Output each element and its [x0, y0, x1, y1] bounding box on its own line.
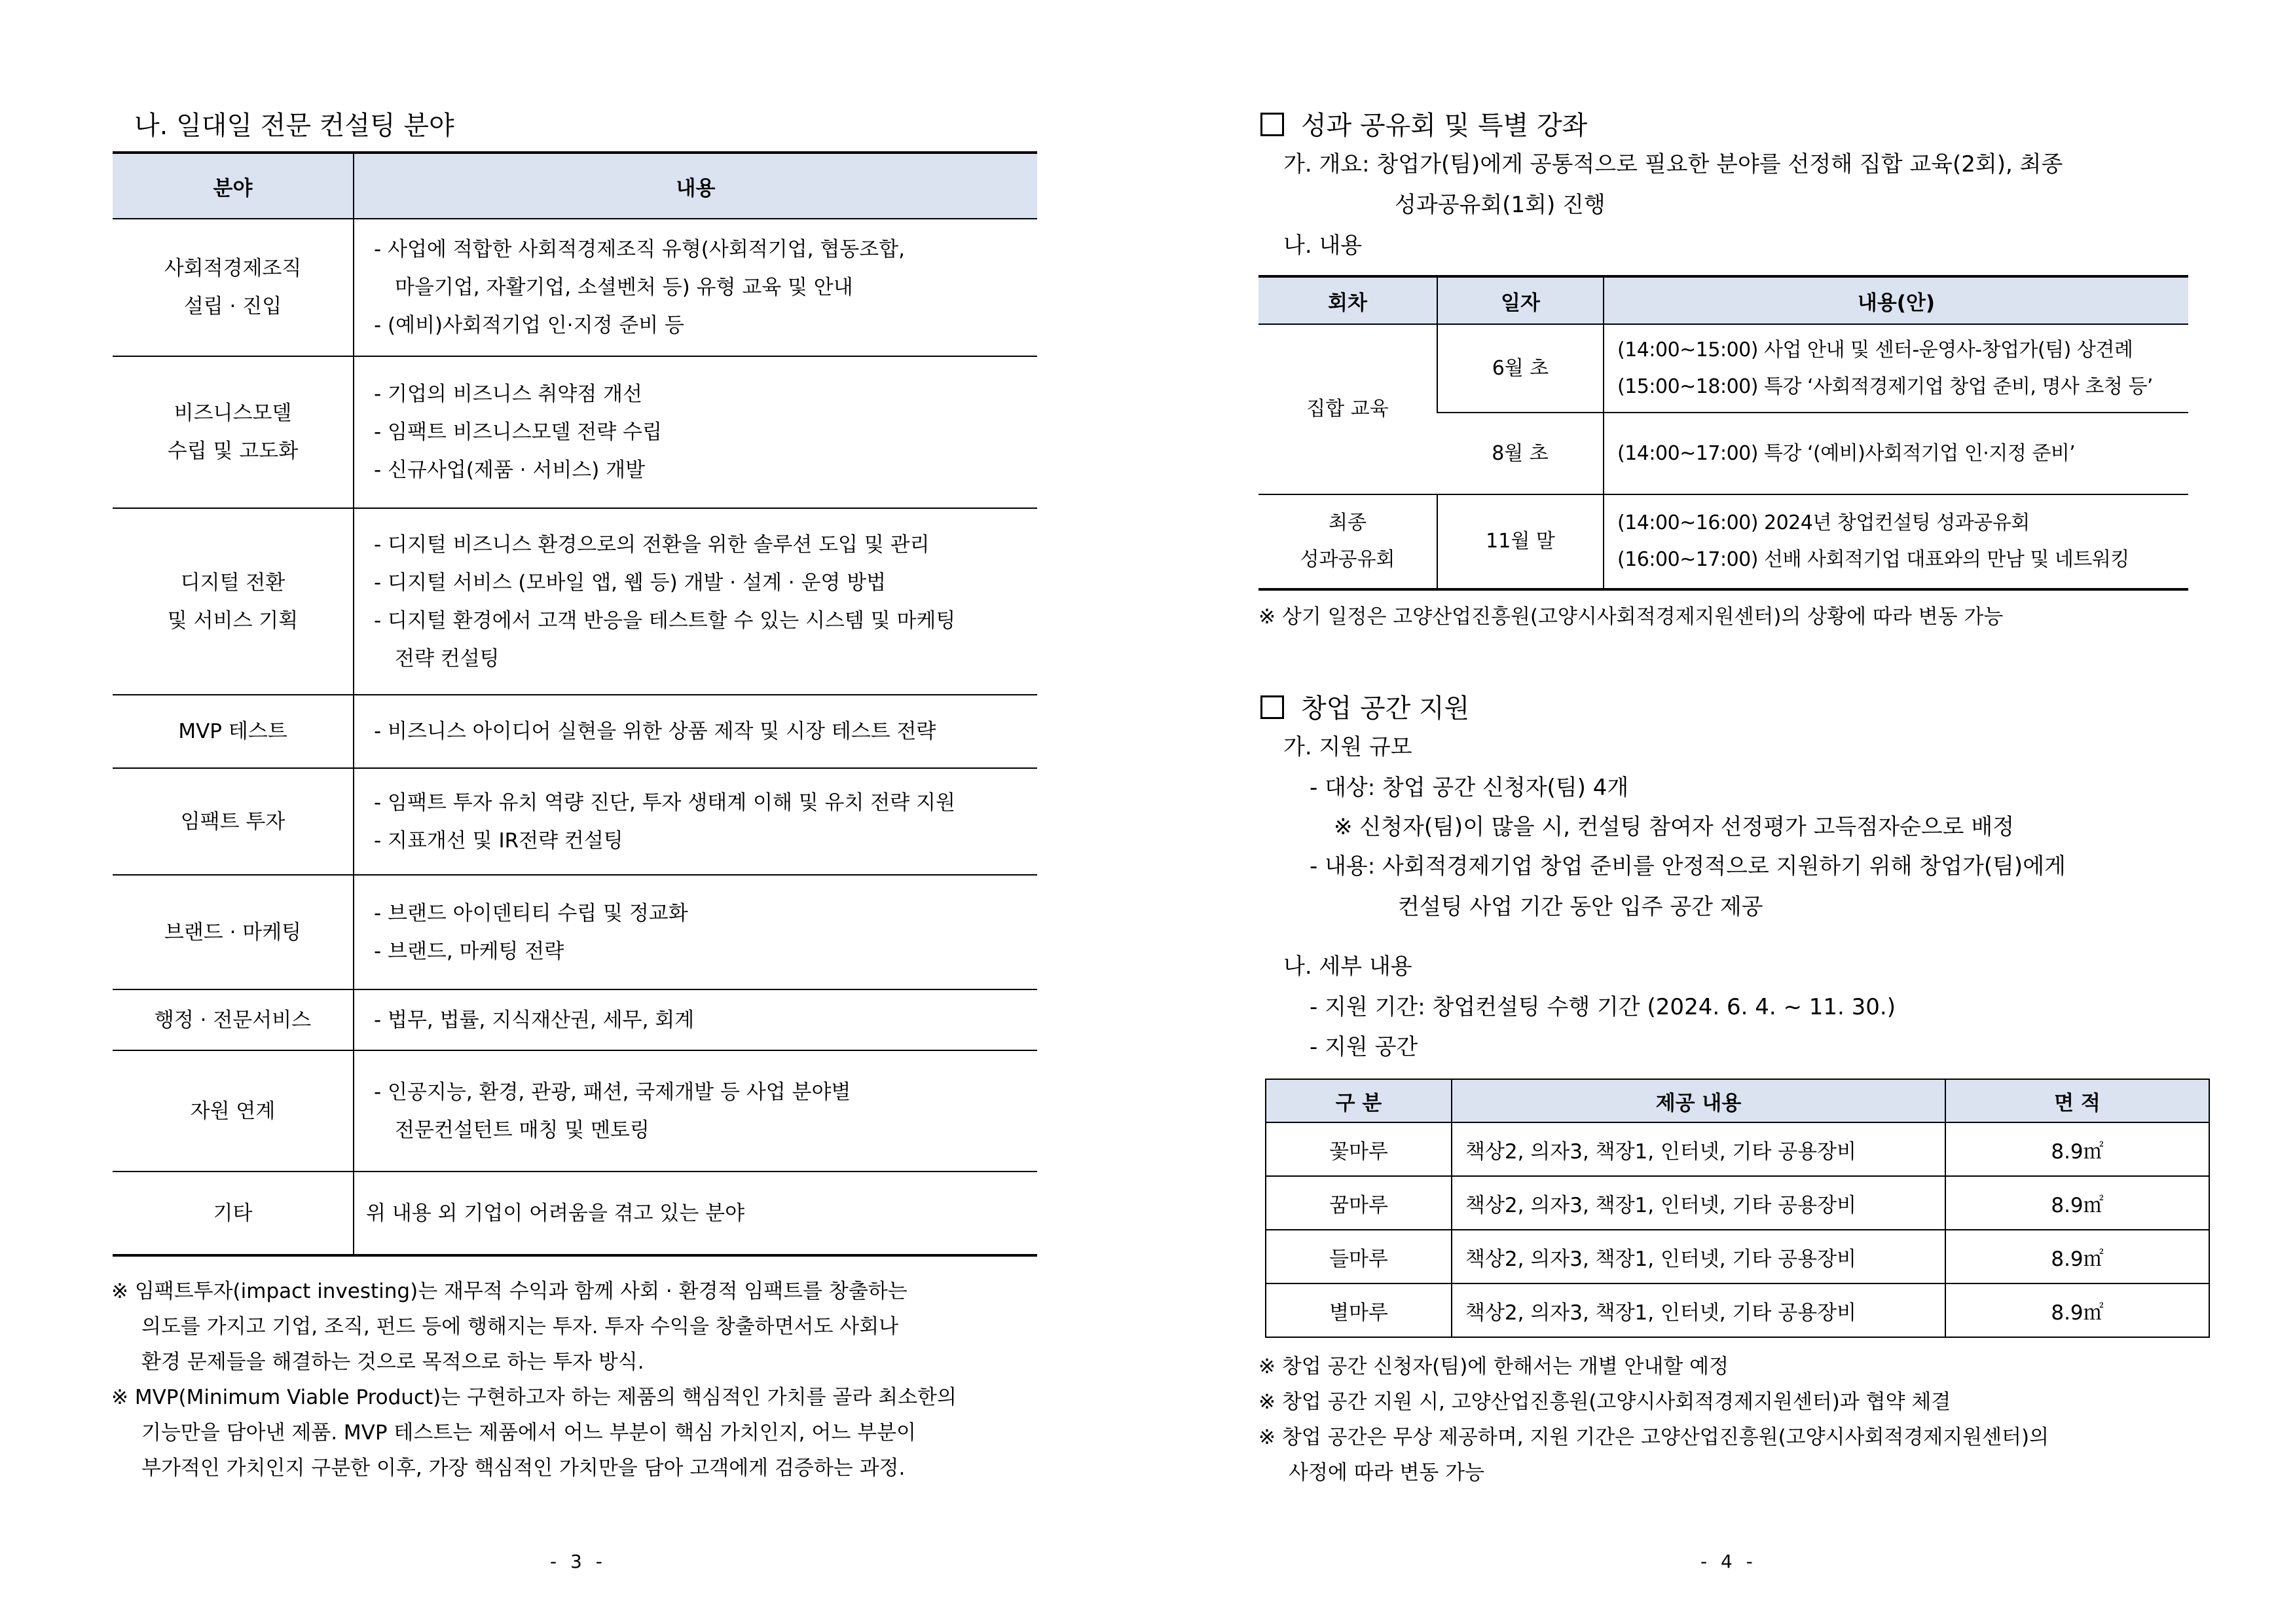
space-name: 꽃마루	[1266, 1122, 1452, 1176]
plan-line: (14:00~15:00) 사업 안내 및 센터-운영사-창업가(팀) 상견례	[1617, 338, 2133, 361]
plan-line: (15:00~18:00) 특강 ‘사회적경제기업 창업 준비, 명사 초청 등’	[1617, 375, 2153, 398]
space-area: 8.9㎡	[1945, 1230, 2209, 1283]
note-line: 부가적인 가치인지 구분한 이후, 가장 핵심적인 가치만을 담아 고객에게 검증하는 과정.	[141, 1456, 906, 1480]
support-space-label: - 지원 공간	[1310, 1034, 1418, 1060]
content-line: - 브랜드 아이덴티티 수립 및 정교화	[374, 901, 688, 925]
content-line: 전략 컨설팅	[395, 646, 500, 671]
date-cell: 11월 말	[1437, 494, 1604, 589]
support-content	[1310, 846, 2066, 927]
plan-line: (14:00~16:00) 2024년 창업컨설팅 성과공유회	[1617, 511, 2030, 534]
field-line: 설립 · 진입	[183, 295, 282, 318]
content-line: - 디지털 환경에서 고객 반응을 테스트할 수 있는 시스템 및 마케팅	[374, 608, 956, 633]
plan-line: (14:00~17:00) 특강 ‘(예비)사회적기업 인·지정 준비’	[1617, 441, 2076, 465]
content-line: - 임팩트 비즈니스모델 전략 수립	[374, 420, 662, 444]
support-target-note: ※ 신청자(팀)이 많을 시, 컨설팅 참여자 선정평가 고득점자순으로 배정	[1334, 814, 2015, 840]
space-items: 책상2, 의자3, 책장1, 인터넷, 기타 공용장비	[1452, 1176, 1945, 1230]
round-cell	[1258, 494, 1437, 589]
field-cell	[113, 875, 354, 989]
note-line: 의도를 가지고 기업, 조직, 펀드 등에 행해지는 투자. 투자 수익을 창출하면서도 사회나	[141, 1315, 899, 1338]
content-line: - 디지털 비즈니스 환경으로의 전환을 위한 솔루션 도입 및 관리	[374, 532, 930, 557]
table-row	[113, 768, 1037, 875]
table-row	[1266, 1122, 2209, 1176]
table-header-row	[113, 153, 1037, 219]
support-target: - 대상: 창업 공간 신청자(팀) 4개	[1310, 775, 1629, 801]
content-line: 마을기업, 자활기업, 소셜벤처 등) 유형 교육 및 안내	[395, 276, 853, 299]
table-row	[113, 875, 1037, 989]
table-row	[113, 695, 1037, 768]
page-3	[0, 0, 1147, 1624]
field-line: 수립 및 고도화	[167, 439, 299, 463]
space-items: 책상2, 의자3, 책장1, 인터넷, 기타 공용장비	[1452, 1283, 1945, 1337]
field-cell	[113, 989, 354, 1050]
note-line: 사정에 따라 변동 가능	[1289, 1461, 1485, 1485]
round-line: 최종	[1329, 511, 1367, 534]
content-cell	[354, 508, 1037, 695]
note-line: ※ 창업 공간 지원 시, 고양산업진흥원(고양시사회적경제지원센터)과 협약 체결	[1258, 1390, 1951, 1414]
plan-cell	[1604, 324, 2188, 413]
field-cell	[113, 1050, 354, 1172]
detail-label: 나. 세부 내용	[1283, 953, 1412, 980]
note-line: ※ 창업 공간 신청자(팀)에 한해서는 개별 안내할 예정	[1258, 1355, 1729, 1378]
content-cell	[354, 219, 1037, 356]
table-row	[1266, 1176, 2209, 1230]
field-cell	[113, 768, 354, 875]
field-line: 자원 연계	[190, 1099, 276, 1123]
field-line: 비즈니스모델	[174, 401, 292, 425]
content-cell	[354, 695, 1037, 768]
date-cell: 8월 초	[1437, 413, 1604, 494]
header-round: 회차	[1258, 276, 1437, 324]
section-title-text: 창업 공간 지원	[1301, 693, 1470, 724]
content-line: - 비즈니스 아이디어 실현을 위한 상품 제작 및 시장 테스트 전략	[374, 720, 936, 743]
overview-line: 성과공유회(1회) 진행	[1395, 192, 1606, 218]
checkbox-square-icon	[1260, 113, 1284, 136]
header-date: 일자	[1437, 276, 1604, 324]
table-row	[1258, 324, 2188, 413]
table-row	[113, 508, 1037, 695]
section-title-sharing	[1260, 105, 1587, 142]
table-header-row	[1258, 276, 2188, 324]
content-line: - 임팩트 투자 유치 역량 진단, 투자 생태계 이해 및 유치 전략 지원	[374, 790, 955, 815]
content-line: - 브랜드, 마케팅 전략	[374, 939, 564, 963]
table-row	[113, 1172, 1037, 1255]
content-line: - 신규사업(제품 · 서비스) 개발	[374, 458, 646, 482]
content-line: 위 내용 외 기업이 어려움을 겪고 있는 분야	[366, 1201, 745, 1225]
section-title-consulting: 나. 일대일 전문 컨설팅 분야	[134, 111, 454, 141]
page-number: - 4 -	[1700, 1551, 1757, 1572]
support-period: - 지원 기간: 창업컨설팅 수행 기간 (2024. 6. 4. ~ 11. 30.)	[1310, 994, 1896, 1020]
plan-cell	[1604, 494, 2188, 589]
content-line: - 디지털 서비스 (모바일 앱, 웹 등) 개발 · 설계 · 운영 방법	[374, 570, 887, 595]
support-scale-label: 가. 지원 규모	[1283, 734, 1412, 760]
schedule-table	[1258, 275, 2188, 591]
schedule-note: ※ 상기 일정은 고양산업진흥원(고양시사회적경제지원센터)의 상황에 따라 변동 가능	[1258, 605, 2004, 629]
header-plan: 내용(안)	[1604, 276, 2188, 324]
content-line: - 법무, 법률, 지식재산권, 세무, 회계	[374, 1008, 695, 1032]
note-line: 기능만을 담아낸 제품. MVP 테스트는 제품에서 어느 부분이 핵심 가치인지, 어느 부분이	[141, 1421, 916, 1445]
content-line: - (예비)사회적기업 인·지정 준비 등	[374, 314, 684, 337]
field-cell	[113, 356, 354, 508]
content-cell	[354, 989, 1037, 1050]
content-cell	[354, 1050, 1037, 1172]
content-line: 전문컨설턴트 매칭 및 멘토링	[395, 1118, 650, 1142]
field-line: 임팩트 투자	[180, 809, 285, 834]
date-cell: 6월 초	[1437, 324, 1604, 413]
table-row	[113, 1050, 1037, 1172]
page-number: - 3 -	[550, 1551, 606, 1572]
round-cell: 집합 교육	[1258, 324, 1437, 494]
content-line: - 사업에 적합한 사회적경제조직 유형(사회적기업, 협동조합,	[374, 238, 905, 261]
footnote-impact-investing	[111, 1274, 908, 1380]
field-cell	[113, 695, 354, 768]
field-line: 디지털 전환	[180, 570, 285, 595]
space-area: 8.9㎡	[1945, 1122, 2209, 1176]
table-row	[1266, 1283, 2209, 1337]
table-row	[113, 219, 1037, 356]
field-cell	[113, 508, 354, 695]
space-items: 책상2, 의자3, 책장1, 인터넷, 기타 공용장비	[1452, 1230, 1945, 1283]
note-line: ※ 임팩트투자(impact investing)는 재무적 수익과 함께 사회 · 환경적 임팩트를 창출하는	[111, 1280, 908, 1303]
space-items: 책상2, 의자3, 책장1, 인터넷, 기타 공용장비	[1452, 1122, 1945, 1176]
field-cell	[113, 219, 354, 356]
content-cell	[354, 768, 1037, 875]
footnote-mvp	[111, 1380, 957, 1486]
note-line: ※ MVP(Minimum Viable Product)는 구현하고자 하는 제품의 핵심적인 가치를 골라 최소한의	[111, 1386, 957, 1409]
space-name: 꿈마루	[1266, 1176, 1452, 1230]
content-line: - 지표개선 및 IR전략 컨설팅	[374, 828, 623, 853]
note-line: ※ 창업 공간은 무상 제공하며, 지원 기간은 고양산업진흥원(고양시사회적경제지원센터)의	[1258, 1426, 2049, 1449]
field-cell	[113, 1172, 354, 1255]
overview-text	[1283, 144, 2063, 225]
field-line: 행정 · 전문서비스	[154, 1008, 312, 1032]
content-line: 컨설팅 사업 기간 동안 입주 공간 제공	[1398, 894, 1763, 920]
plan-cell	[1604, 413, 2188, 494]
content-line: - 인공지능, 환경, 관광, 패션, 국제개발 등 사업 분야별	[374, 1080, 851, 1104]
section-title-text: 성과 공유회 및 특별 강좌	[1301, 111, 1588, 141]
content-line: - 내용: 사회적경제기업 창업 준비를 안정적으로 지원하기 위해 창업가(팀)에게	[1310, 853, 2066, 879]
field-line: 브랜드 · 마케팅	[164, 920, 302, 944]
header-area: 면 적	[1945, 1079, 2209, 1122]
section-title-space	[1260, 688, 1469, 725]
header-name: 구 분	[1266, 1079, 1452, 1122]
header-items: 제공 내용	[1452, 1079, 1945, 1122]
table-row	[1266, 1230, 2209, 1283]
content-cell	[354, 356, 1037, 508]
field-line: 기타	[213, 1201, 253, 1225]
space-area: 8.9㎡	[1945, 1176, 2209, 1230]
header-field: 분야	[113, 153, 354, 219]
content-cell	[354, 875, 1037, 989]
space-table	[1265, 1079, 2210, 1338]
page-4	[1147, 0, 2295, 1624]
round-line: 성과공유회	[1300, 548, 1395, 571]
overview-line: 가. 개요: 창업가(팀)에게 공통적으로 필요한 분야를 선정해 집합 교육(2회), 최종	[1283, 151, 2063, 177]
note-line: 환경 문제들을 해결하는 것으로 목적으로 하는 투자 방식.	[141, 1350, 644, 1374]
field-line: 사회적경제조직	[164, 257, 302, 280]
plan-line: (16:00~17:00) 선배 사회적기업 대표와의 만남 및 네트워킹	[1617, 548, 2129, 571]
space-area: 8.9㎡	[1945, 1283, 2209, 1337]
field-line: 및 서비스 기획	[167, 608, 299, 633]
table-row	[1258, 494, 2188, 589]
space-name: 들마루	[1266, 1230, 1452, 1283]
content-label: 나. 내용	[1283, 232, 1363, 259]
table-header-row	[1266, 1079, 2209, 1122]
field-line: MVP 테스트	[178, 720, 287, 743]
consulting-fields-table	[113, 151, 1037, 1257]
table-row	[113, 356, 1037, 508]
content-line: - 기업의 비즈니스 취약점 개선	[374, 382, 642, 406]
content-cell	[354, 1172, 1037, 1255]
header-content: 내용	[354, 153, 1037, 219]
space-name: 별마루	[1266, 1283, 1452, 1337]
checkbox-square-icon	[1260, 695, 1284, 719]
table-row	[113, 989, 1037, 1050]
space-notes	[1258, 1349, 2049, 1490]
